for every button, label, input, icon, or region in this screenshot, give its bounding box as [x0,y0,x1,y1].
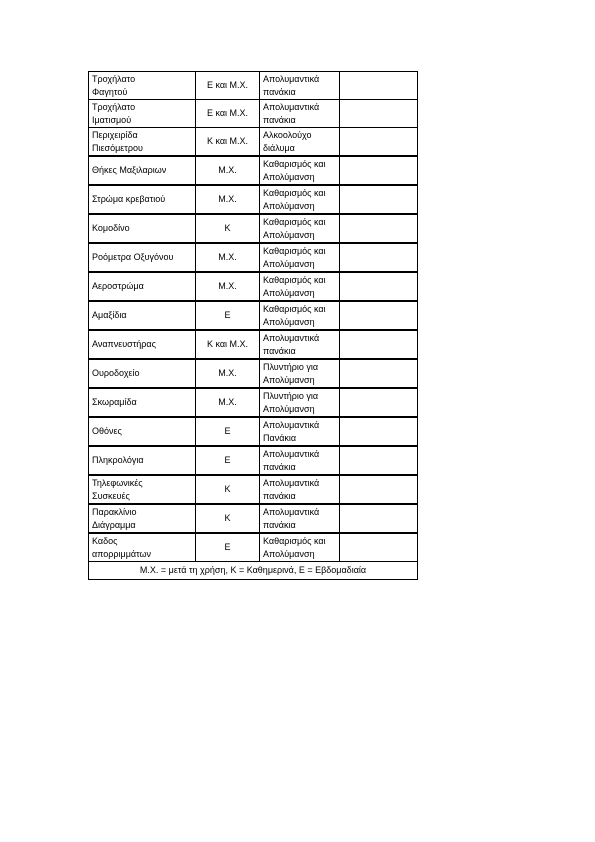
method-cell [260,128,340,157]
table-row [89,272,418,301]
method-text: Απολυμαντικά [263,332,320,343]
method-text: Καθαρισμός και [263,245,326,256]
item-cell [89,272,196,301]
method-text: Απολύμανση [263,229,315,240]
method-text: Απολυμαντικά [263,477,320,488]
table-row [89,214,418,243]
notes-cell [340,214,418,243]
method-text: Πλυντήριο για [263,361,319,372]
item-text: Τροχήλατο [92,73,136,84]
notes-cell [340,388,418,417]
method-cell [260,100,340,128]
table-row [89,156,418,185]
table-row [89,72,418,100]
frequency-cell: Ε [196,446,260,475]
item-text: Πιεσόμετρου [92,142,143,153]
frequency-cell: Ε και Μ.Χ. [196,72,260,100]
method-cell [260,72,340,100]
item-text: Οθόνες [92,426,122,436]
method-cell [260,388,340,417]
item-text: Τηλεφωνικές [92,477,143,488]
method-cell [260,475,340,504]
frequency-cell: Μ.Χ. [196,388,260,417]
method-text: διάλυμα [263,142,295,153]
table-row [89,185,418,214]
item-text: Καδος [92,535,118,546]
method-text: Απολύμανση [263,258,315,269]
item-cell [89,417,196,446]
item-text: Ιματισμού [92,114,132,125]
frequency-cell: Μ.Χ. [196,185,260,214]
item-cell [89,214,196,243]
method-text: πανάκια [263,461,296,472]
method-cell [260,417,340,446]
method-cell [260,301,340,330]
item-cell [89,388,196,417]
table-row [89,388,418,417]
method-text: πανάκια [263,519,296,530]
item-cell [89,100,196,128]
legend-row [89,562,418,580]
method-text: Απολύμανση [263,200,315,211]
notes-cell [340,359,418,388]
method-cell [260,185,340,214]
item-text: Κομοδίνο [92,223,130,233]
table-row [89,533,418,562]
notes-cell [340,128,418,157]
item-text: απορριμμάτων [92,548,152,559]
frequency-cell: Κ και Μ.Χ. [196,330,260,359]
method-text: Απολύμανση [263,548,315,559]
item-cell [89,185,196,214]
notes-cell [340,243,418,272]
item-text: Περιχειρίδα [92,129,138,140]
item-cell [89,475,196,504]
frequency-cell: Κ [196,214,260,243]
table-row [89,100,418,128]
method-text: Πανάκια [263,432,297,443]
item-text: Αεροστρώμα [92,281,144,291]
frequency-cell: Ε και Μ.Χ. [196,100,260,128]
item-cell [89,72,196,100]
table-row [89,504,418,533]
method-cell [260,243,340,272]
item-cell [89,330,196,359]
method-text: Καθαρισμός και [263,535,326,546]
item-text: Θήκες Μαξιλαριων [92,165,167,175]
method-text: Καθαρισμός και [263,274,326,285]
item-text: Στρώμα κρεβατιού [92,194,166,204]
method-cell [260,446,340,475]
frequency-cell: Ε [196,533,260,562]
frequency-cell: Μ.Χ. [196,272,260,301]
method-text: Απολυμαντικά [263,73,320,84]
item-cell [89,504,196,533]
frequency-cell: Ε [196,301,260,330]
notes-cell [340,504,418,533]
method-text: Απολύμανση [263,171,315,182]
table-row [89,446,418,475]
table-row [89,417,418,446]
frequency-cell: Μ.Χ. [196,156,260,185]
method-text: πανάκια [263,86,296,97]
method-text: πανάκια [263,490,296,501]
method-cell [260,359,340,388]
method-text: Αλκοολούχο [263,129,312,140]
table-row [89,301,418,330]
table-body [89,72,418,562]
item-text: Τροχήλατο [92,101,136,112]
method-text: Απολύμανση [263,403,315,414]
table-row [89,475,418,504]
method-cell [260,156,340,185]
method-text: πανάκια [263,345,296,356]
item-text: Φαγητού [92,86,128,97]
item-text: Συσκευές [92,490,130,501]
frequency-cell: Κ [196,475,260,504]
item-cell [89,446,196,475]
notes-cell [340,185,418,214]
notes-cell [340,100,418,128]
table-row [89,128,418,157]
item-text: Ροόμετρα Οξυγόνου [92,252,174,262]
method-text: Καθαρισμός και [263,303,326,314]
item-text: Ουροδοχείο [92,368,140,378]
method-text: Απολυμαντικά [263,419,320,430]
notes-cell [340,475,418,504]
method-text: Καθαρισμός και [263,158,326,169]
method-cell [260,330,340,359]
notes-cell [340,156,418,185]
item-text: Αναπνευστήρας [92,339,156,349]
frequency-cell: Κ και Μ.Χ. [196,128,260,157]
notes-cell [340,72,418,100]
method-text: Απολύμανση [263,374,315,385]
method-text: πανάκια [263,114,296,125]
item-cell [89,156,196,185]
notes-cell [340,417,418,446]
table-row [89,330,418,359]
item-cell [89,243,196,272]
item-text: Παρακλίνιο [92,506,137,517]
method-text: Πλυντήριο για [263,390,319,401]
frequency-cell: Μ.Χ. [196,359,260,388]
notes-cell [340,301,418,330]
method-text: Απολύμανση [263,287,315,298]
notes-cell [340,272,418,301]
frequency-cell: Ε [196,417,260,446]
method-cell [260,533,340,562]
frequency-cell: Μ.Χ. [196,243,260,272]
cleaning-schedule-table [88,71,418,580]
item-text: Πληκρολόγια [92,455,144,465]
table-row [89,359,418,388]
item-text: Σκωραμίδα [92,397,137,407]
frequency-cell: Κ [196,504,260,533]
item-cell [89,359,196,388]
notes-cell [340,533,418,562]
item-cell [89,128,196,157]
item-text: Διάγραμμα [92,519,136,530]
legend-text: Μ.Χ. = μετά τη χρήση, Κ = Καθημερινά, Ε = Εβδομαδιαία [89,562,418,580]
method-cell [260,214,340,243]
method-text: Απολυμαντικά [263,506,320,517]
item-text: Αμαξίδια [92,310,127,320]
method-cell [260,504,340,533]
method-text: Καθαρισμός και [263,216,326,227]
method-text: Απολυμαντικά [263,101,320,112]
notes-cell [340,330,418,359]
notes-cell [340,446,418,475]
method-cell [260,272,340,301]
method-text: Καθαρισμός και [263,187,326,198]
table-row [89,243,418,272]
method-text: Απολυμαντικά [263,448,320,459]
item-cell [89,301,196,330]
method-text: Απολύμανση [263,316,315,327]
item-cell [89,533,196,562]
